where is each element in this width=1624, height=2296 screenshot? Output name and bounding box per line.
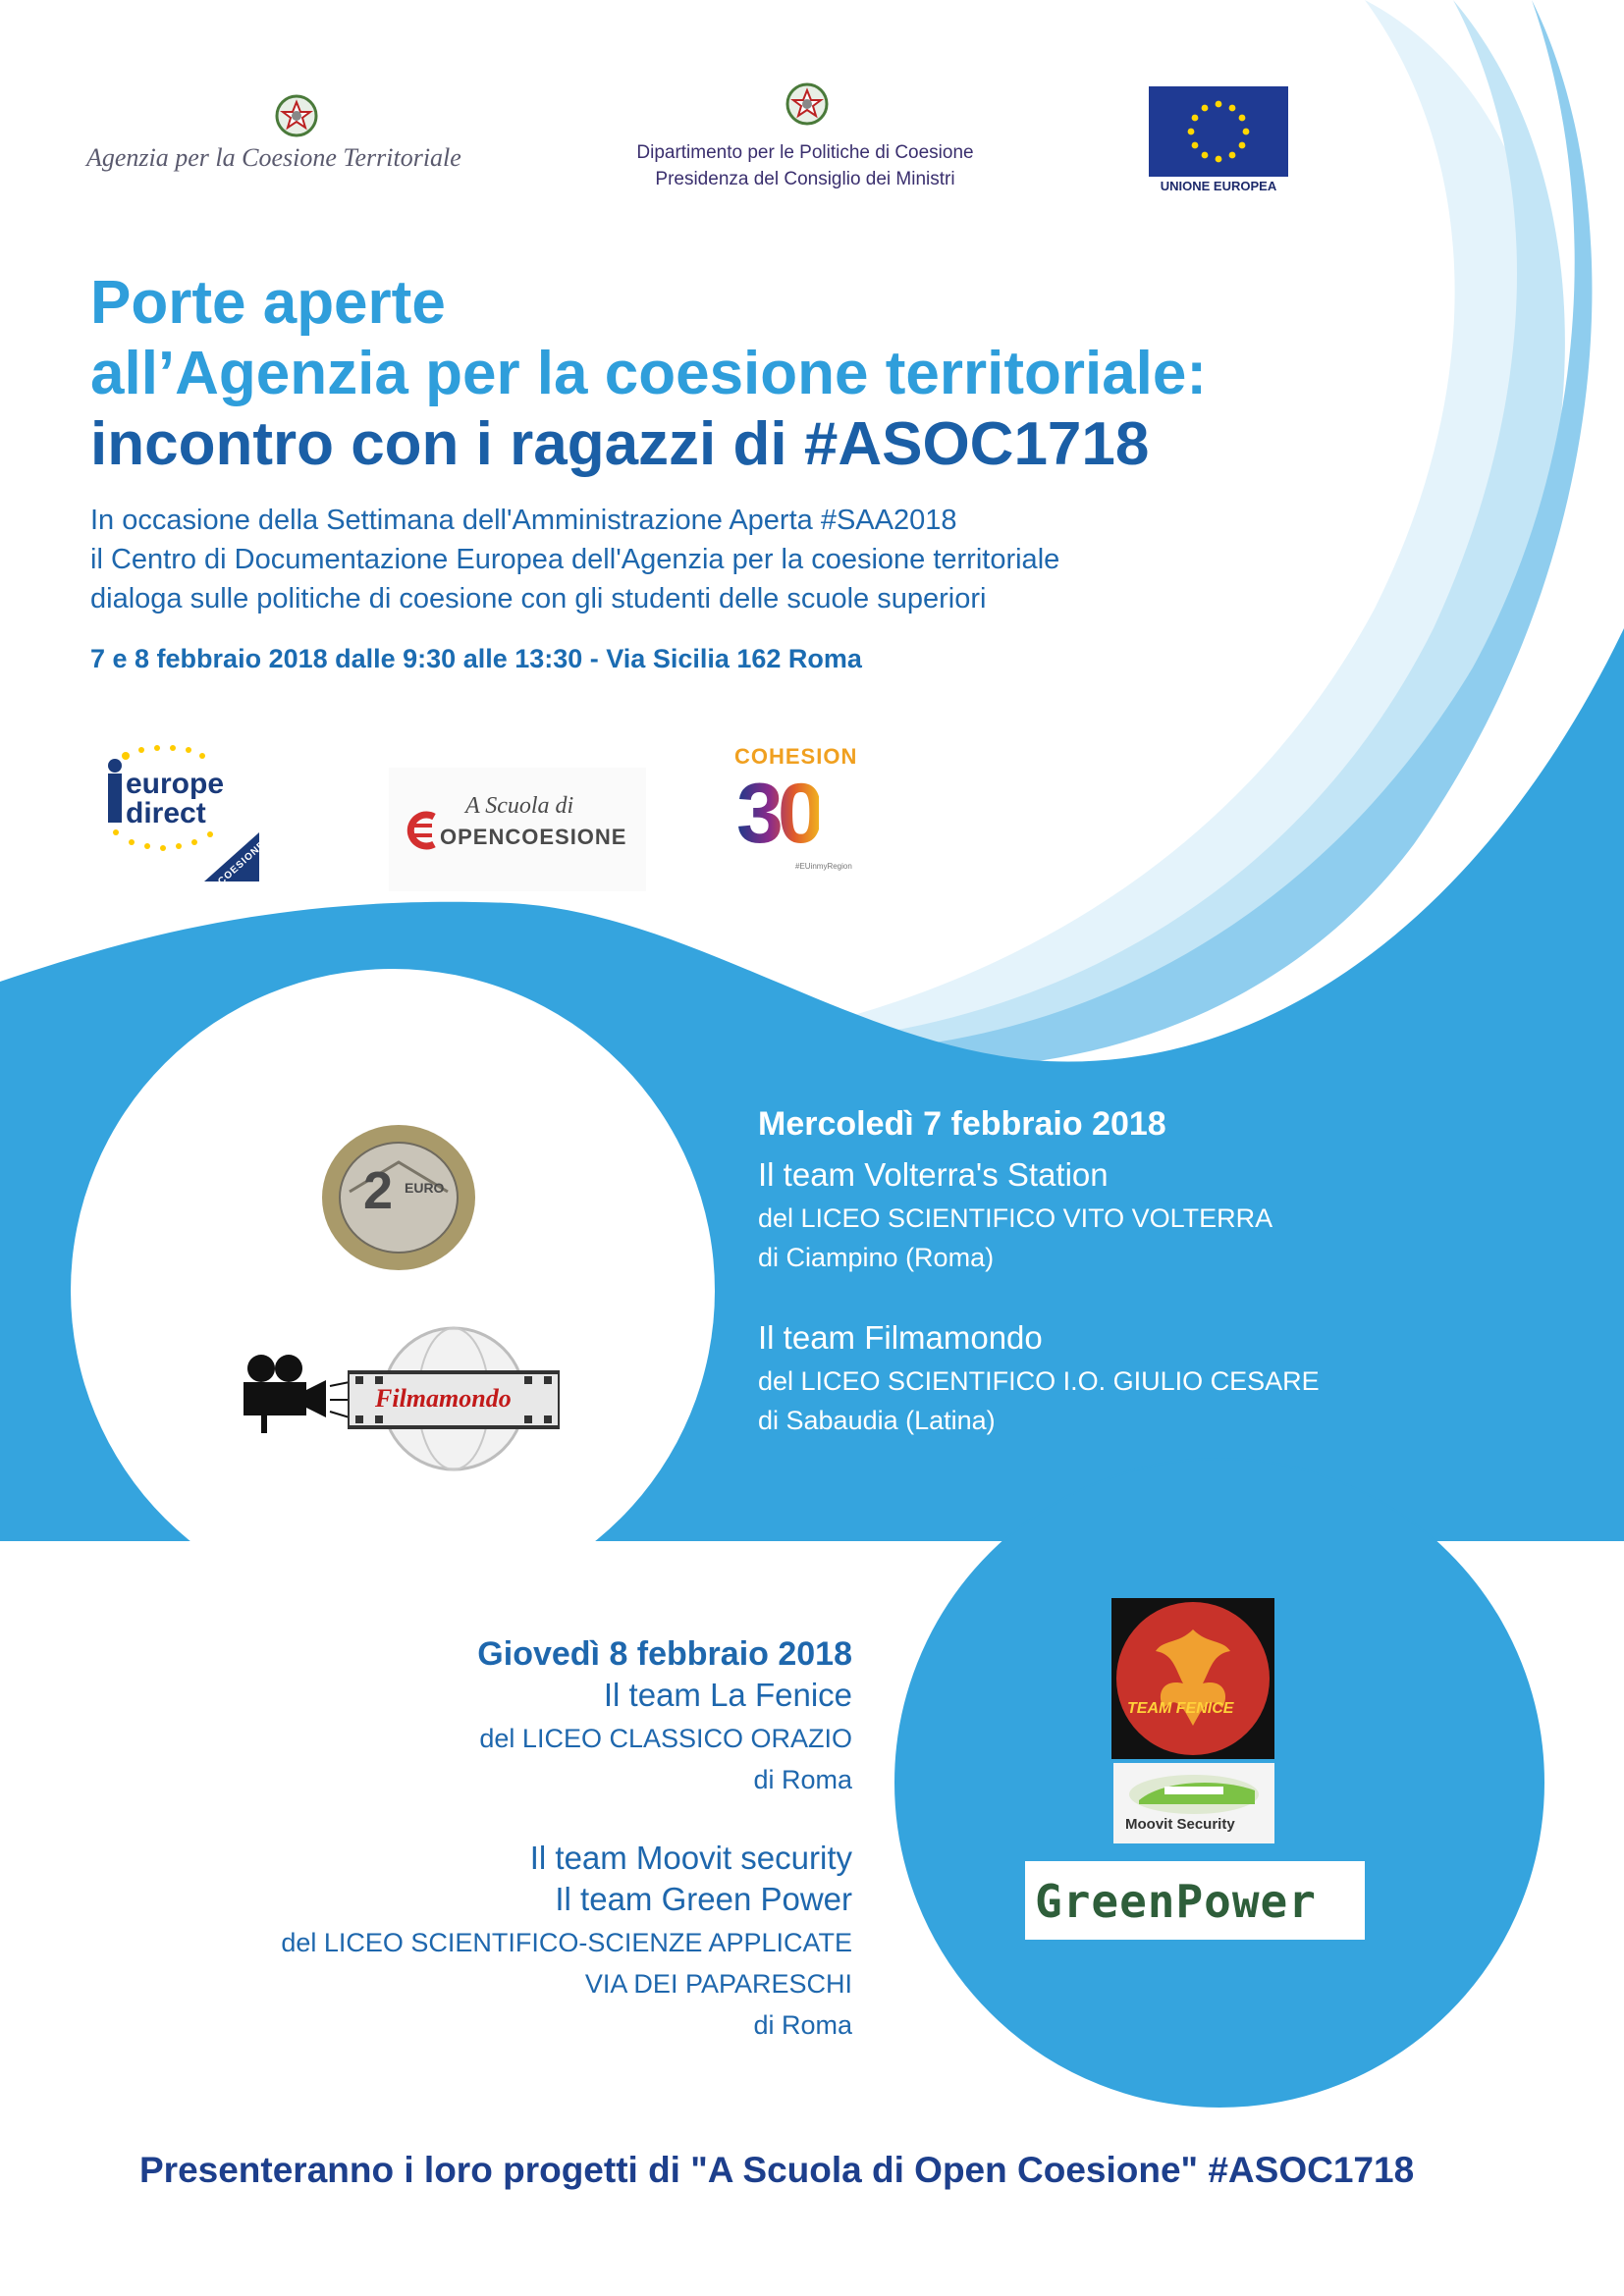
coin-label: 2 [363, 1161, 394, 1220]
eu-label: UNIONE EUROPEA [1160, 179, 1277, 193]
day1-team1-school: del LICEO SCIENTIFICO VITO VOLTERRA [758, 1203, 1273, 1233]
europe-direct-logo [86, 734, 268, 887]
movie-camera-icon [232, 1351, 350, 1433]
europe-direct-strip: COESIONE [216, 839, 268, 887]
moovit-logo [1113, 1763, 1274, 1843]
department-logo [609, 80, 1001, 198]
event-date-location: 7 e 8 febbraio 2018 dalle 9:30 alle 13:30 - Via Sicilia 162 Roma [90, 644, 862, 673]
opencoesione-sub: OPENCOESIONE [440, 825, 627, 849]
department-line2: Presidenza del Consiglio dei Ministri [655, 169, 955, 189]
coin-small: EURO [405, 1180, 445, 1196]
cohesion-number: 30 [736, 767, 819, 861]
train-icon [1125, 1769, 1263, 1816]
day2-team1-city: di Roma [753, 1765, 852, 1794]
intro-line2: il Centro di Documentazione Europea dell'Agenzia per la coesione territoriale [90, 544, 1060, 575]
day2-team23-school-line2: VIA DEI PAPARESCHI [584, 1969, 852, 1999]
footer-text: Presenteranno i loro progetti di "A Scuola di Open Coesione" #ASOC1718 [139, 2150, 1415, 2190]
cohesion30-logo [731, 742, 868, 885]
moovit-label: Moovit Security [1125, 1816, 1235, 1833]
opencoesione-title: A Scuola di [465, 793, 574, 819]
day2-team3-name: Il team Green Power [555, 1881, 852, 1917]
team-fenice-logo [1111, 1598, 1274, 1759]
day2-team1-name: Il team La Fenice [603, 1677, 852, 1713]
agency-logo [86, 92, 518, 187]
europe-direct-line2: direct [126, 797, 206, 829]
department-text [609, 139, 1001, 192]
intro-line3: dialoga sulle politiche di coesione con gli studenti delle scuole superiori [90, 583, 987, 614]
opencoesione-logo [389, 768, 646, 891]
day2-team1-school: del LICEO CLASSICO ORAZIO [479, 1724, 852, 1753]
green-power-logo [1025, 1861, 1365, 1940]
eu-logo [1149, 86, 1288, 196]
title-line1: Porte aperte [90, 269, 446, 337]
title-line2: all’Agenzia per la coesione territoriale: [90, 340, 1208, 407]
day1-team2-school: del LICEO SCIENTIFICO I.O. GIULIO CESARE [758, 1366, 1320, 1396]
italian-emblem-icon [784, 80, 831, 128]
eu-flag-icon [1149, 86, 1288, 177]
green-power-label: GreenPower [1035, 1875, 1317, 1928]
europe-direct-line1: europe [126, 768, 225, 800]
day2-date: Giovedì 8 febbraio 2018 [477, 1635, 852, 1673]
team-fenice-label: TEAM FENICE [1127, 1700, 1234, 1717]
intro-line1: In occasione della Settimana dell'Amministrazione Aperta #SAA2018 [90, 505, 957, 536]
cohesion-word: COHESION [734, 744, 858, 769]
day1-team2-city: di Sabaudia (Latina) [758, 1406, 996, 1435]
filmamondo-label: Filmamondo [375, 1384, 512, 1413]
day2-team23-city: di Roma [753, 2010, 852, 2040]
phoenix-icon [1114, 1600, 1272, 1757]
opencoesione-mark-icon [395, 811, 438, 850]
filmamondo-logo [232, 1325, 566, 1472]
white-circle-left [71, 969, 715, 1613]
italian-emblem-icon [273, 92, 320, 139]
title-line3: incontro con i ragazzi di #ASOC1718 [90, 410, 1150, 478]
day1-date: Mercoledì 7 febbraio 2018 [758, 1105, 1166, 1143]
day2-team23-school-line1: del LICEO SCIENTIFICO-SCIENZE APPLICATE [281, 1928, 852, 1957]
day1-team1-city: di Ciampino (Roma) [758, 1243, 995, 1272]
day2-team2-name: Il team Moovit security [529, 1840, 852, 1876]
cohesion-small: #EUinmyRegion [795, 862, 852, 871]
department-line1: Dipartimento per le Politiche di Coesione [636, 142, 974, 163]
day1-team2-name: Il team Filmamondo [758, 1319, 1043, 1356]
euro-coin-icon [320, 1123, 477, 1272]
agency-name: Agenzia per la Coesione Territoriale [86, 143, 461, 172]
day1-team1-name: Il team Volterra's Station [758, 1156, 1109, 1193]
